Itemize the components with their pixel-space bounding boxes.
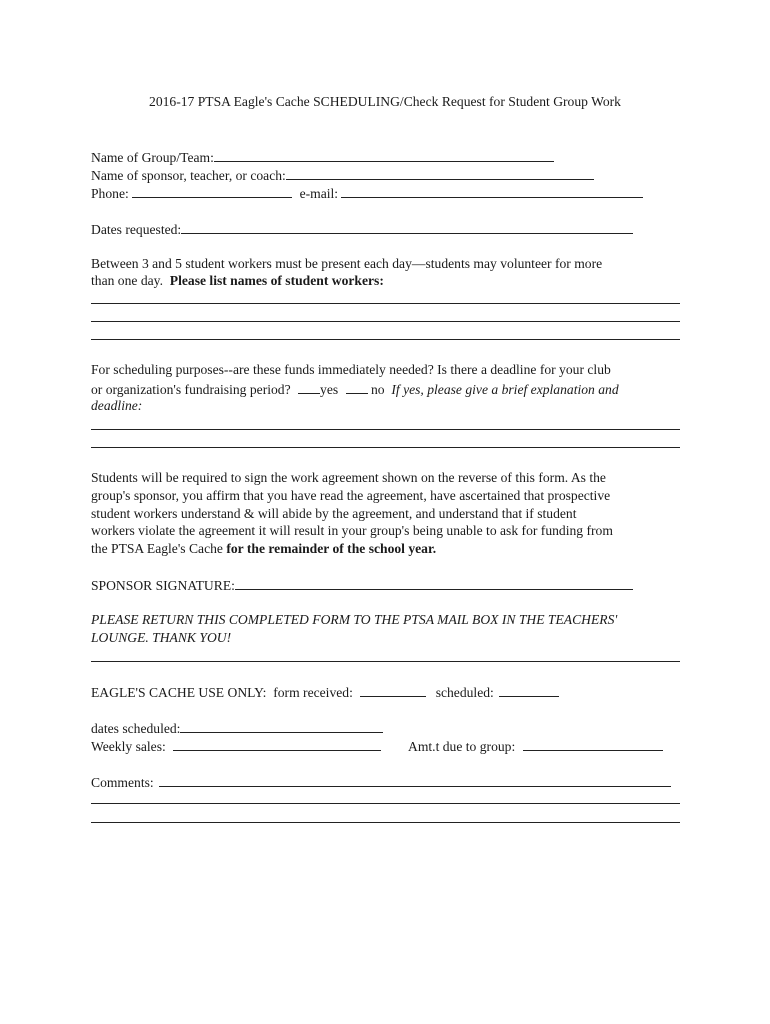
phone-email-row bbox=[91, 184, 643, 202]
comments-field[interactable] bbox=[159, 773, 671, 787]
agreement-line-2: group's sponsor, you affirm that you have read the agreement, have ascertained that prospective bbox=[91, 488, 611, 503]
amount-due-label: Amt.t due to group: bbox=[408, 739, 516, 754]
amount-due-row bbox=[408, 737, 663, 755]
agreement-line-5 bbox=[91, 541, 436, 557]
scheduling-text-line-2 bbox=[91, 380, 619, 398]
yes-label: yes bbox=[320, 382, 339, 397]
student-worker-line-3[interactable] bbox=[91, 339, 680, 340]
explanation-line-2[interactable] bbox=[91, 447, 680, 448]
scheduling-question: or organization's fundraising period? bbox=[91, 382, 291, 397]
student-worker-line-1[interactable] bbox=[91, 303, 680, 304]
return-note-text-1: PLEASE RETURN THIS COMPLETED FORM TO THE PTSA MAIL BOX IN THE TEACHERS' bbox=[91, 612, 618, 627]
dates-requested-field[interactable] bbox=[181, 220, 633, 234]
deadline-label: deadline: bbox=[91, 398, 143, 413]
sponsor-signature-field[interactable] bbox=[235, 576, 633, 590]
group-name-field[interactable] bbox=[214, 148, 554, 162]
scheduling-text-line-1: For scheduling purposes--are these funds immediately needed? Is there a deadline for your club bbox=[91, 362, 611, 377]
sponsor-name-row bbox=[91, 166, 594, 184]
no-blank[interactable] bbox=[346, 380, 368, 394]
student-worker-line-2[interactable] bbox=[91, 321, 680, 322]
agreement-line-4: workers violate the agreement it will result in your group's being unable to ask for funding from bbox=[91, 523, 613, 538]
workers-instruction: Please list names of student workers: bbox=[169, 273, 384, 288]
weekly-sales-label: Weekly sales: bbox=[91, 739, 166, 754]
dates-scheduled-label: dates scheduled: bbox=[91, 721, 181, 736]
comments-line-3[interactable] bbox=[91, 822, 680, 823]
scheduled-label: scheduled: bbox=[435, 685, 494, 700]
return-note-line-2 bbox=[91, 630, 231, 646]
comments-row bbox=[91, 773, 671, 791]
agreement-bold-text: for the remainder of the school year. bbox=[226, 541, 437, 556]
form-received-field[interactable] bbox=[360, 683, 426, 697]
section-divider bbox=[91, 661, 680, 662]
dates-requested-label: Dates requested: bbox=[91, 222, 182, 237]
no-label: no bbox=[370, 382, 385, 397]
dates-requested-row bbox=[91, 220, 633, 238]
explanation-line-1[interactable] bbox=[91, 429, 680, 430]
dates-scheduled-field[interactable] bbox=[180, 719, 383, 733]
yes-blank[interactable] bbox=[298, 380, 320, 394]
office-use-row bbox=[91, 683, 559, 701]
comments-line-2[interactable] bbox=[91, 803, 680, 804]
email-field[interactable] bbox=[341, 184, 643, 198]
phone-field[interactable] bbox=[132, 184, 292, 198]
form-received-label: form received: bbox=[273, 685, 353, 700]
weekly-sales-field[interactable] bbox=[173, 737, 381, 751]
email-label: e-mail: bbox=[299, 186, 339, 201]
form-title: 2016-17 PTSA Eagle's Cache SCHEDULING/Check Request for Student Group Work bbox=[149, 94, 621, 109]
comments-label: Comments: bbox=[91, 775, 154, 790]
return-note-line-1 bbox=[91, 612, 617, 628]
office-use-header: EAGLE'S CACHE USE ONLY: bbox=[91, 685, 267, 700]
workers-text-line-1: Between 3 and 5 student workers must be present each day—students may volunteer for more bbox=[91, 256, 603, 271]
phone-label: Phone: bbox=[91, 186, 129, 201]
agreement-line-3: student workers understand & will abide by the agreement, and understand that if student bbox=[91, 506, 577, 521]
sponsor-signature-row bbox=[91, 576, 633, 594]
scheduled-field[interactable] bbox=[499, 683, 559, 697]
weekly-sales-row bbox=[91, 737, 381, 755]
sponsor-signature-label: SPONSOR SIGNATURE: bbox=[91, 578, 235, 593]
scheduling-explain-prompt: If yes, please give a brief explanation and bbox=[391, 382, 619, 397]
group-name-row bbox=[91, 148, 554, 166]
group-name-label: Name of Group/Team: bbox=[91, 150, 214, 165]
agreement-line-1: Students will be required to sign the work agreement shown on the reverse of this form. As the bbox=[91, 470, 606, 485]
workers-text-plain: than one day. bbox=[91, 273, 163, 288]
sponsor-name-field[interactable] bbox=[286, 166, 594, 180]
scheduling-text-line-3 bbox=[91, 398, 142, 414]
sponsor-name-label: Name of sponsor, teacher, or coach: bbox=[91, 168, 286, 183]
agreement-plain-text: the PTSA Eagle's Cache bbox=[91, 541, 223, 556]
workers-text-line-2 bbox=[91, 273, 384, 289]
dates-scheduled-row bbox=[91, 719, 383, 737]
amount-due-field[interactable] bbox=[523, 737, 663, 751]
return-note-text-2: LOUNGE. THANK YOU! bbox=[91, 630, 232, 645]
